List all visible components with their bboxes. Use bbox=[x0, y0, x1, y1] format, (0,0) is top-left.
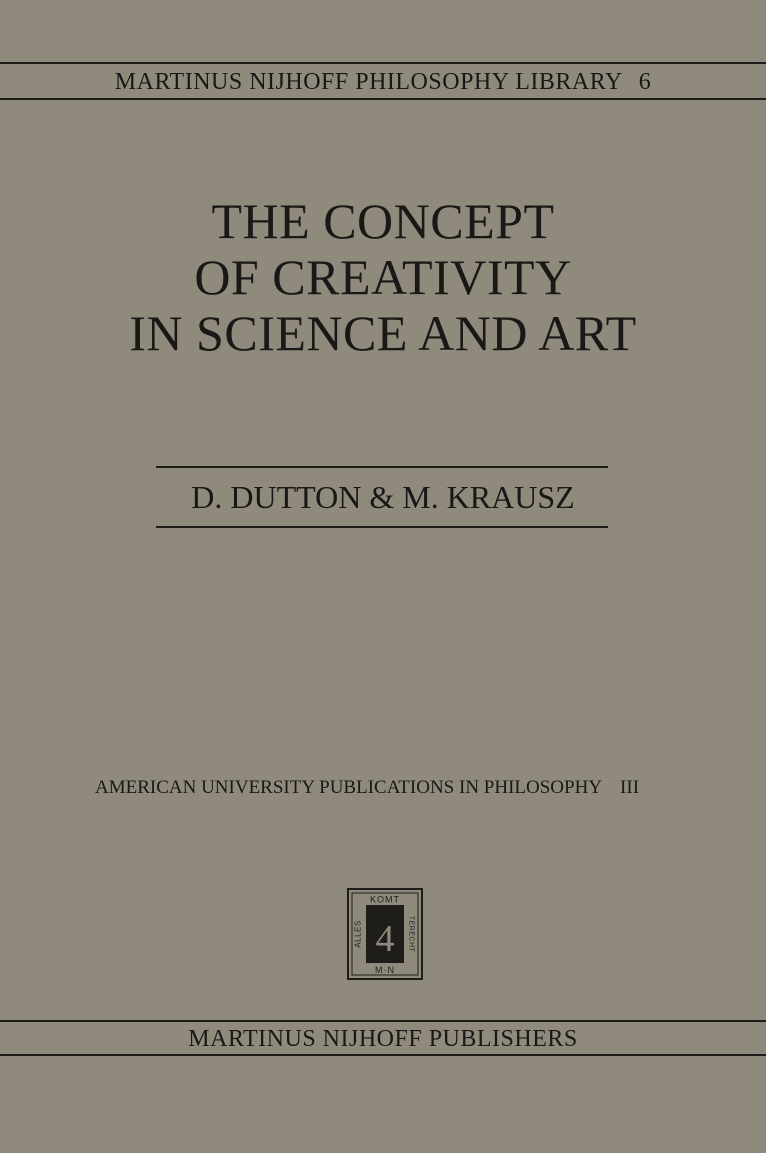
authors-rule-top bbox=[156, 466, 608, 468]
publisher-rule-top bbox=[0, 1020, 766, 1022]
series-number: 6 bbox=[638, 69, 652, 95]
secondary-series bbox=[95, 775, 695, 801]
book-title bbox=[0, 193, 766, 361]
title-line: IN SCIENCE AND ART bbox=[129, 305, 637, 361]
secondary-series-number: III bbox=[620, 777, 640, 798]
authors: D. DUTTON & M. KRAUSZ bbox=[191, 479, 575, 515]
logo-right-text: TERECHT bbox=[407, 915, 415, 953]
series-name: MARTINUS NIJHOFF PHILOSOPHY LIBRARY bbox=[114, 69, 623, 95]
logo-bottom-text: M·N bbox=[375, 965, 395, 975]
logo-left-text: ALLES bbox=[353, 920, 363, 948]
publisher-rule-bottom bbox=[0, 1054, 766, 1056]
publisher-emblem-icon bbox=[347, 888, 423, 980]
series-rule-bottom bbox=[0, 98, 766, 100]
series-rule-top bbox=[0, 62, 766, 64]
title-line: THE CONCEPT bbox=[211, 193, 555, 249]
publisher: MARTINUS NIJHOFF PUBLISHERS bbox=[188, 1026, 578, 1052]
logo-top-text: KOMT bbox=[370, 894, 400, 905]
title-line: OF CREATIVITY bbox=[194, 249, 572, 305]
series-header bbox=[0, 68, 766, 96]
secondary-series-name: AMERICAN UNIVERSITY PUBLICATIONS IN PHILOSOPHY bbox=[95, 777, 603, 798]
logo-numeral: 4 bbox=[375, 918, 395, 960]
authors-rule-bottom bbox=[156, 526, 608, 528]
